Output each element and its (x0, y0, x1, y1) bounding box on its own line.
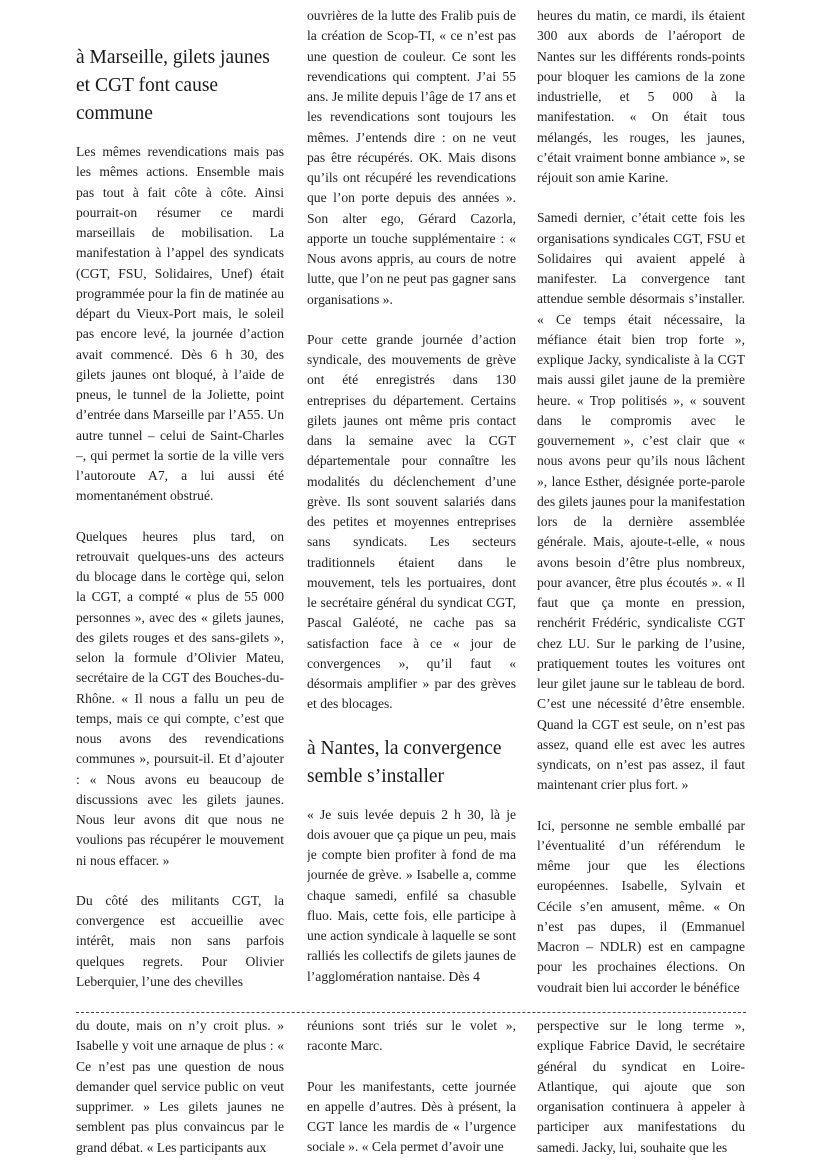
paragraph-marseille-2: Quelques heures plus tard, on retrouvait quelques-uns des acteurs du blocage dans le cortège qui, selon la CGT, a compté « plus de 55 000 personnes », avec des « gilets jaunes, des gilets rouges et des sans-gilets », selon la formule d’Olivier Mateu, secrétaire de la CGT des Bouches-du-Rhône. « Il nous a fallu un peu de temps, mais ce qui compte, c’est que nous avons des revendications communes », poursuit-il. Et d’ajouter : « Nous avons eu beaucoup de discussions avec les gilets jaunes. Nous leur avons dit que nous ne voulions pas récupérer le mouvement ni nous effacer. » (76, 528, 284, 868)
paragraph-nantes-1-cont: heures du matin, ce mardi, ils étaient 300 aux abords de l’aéroport de Nantes sur les différents ronds-points pour bloquer les camions de la zone industrielle, et 5 000 à la manifestation. « On était tous mélangés, les rouges, les jaunes, c’était vraiment bonne ambiance », se réjouit son amie Karine. (537, 8, 745, 185)
paragraph-nantes-4: Pour les manifestants, cette journée en appelle d’autres. Dès à présent, la CGT lance les mardis de « l’urgence sociale ». « Cela permet d’avoir une (307, 1078, 516, 1155)
headline-nantes: à Nantes, la convergence semble s’installer (307, 737, 502, 787)
bottom-column-2 (307, 1016, 516, 1166)
paragraph-marseille-3: Du côté des militants CGT, la convergence est accueillie avec intérêt, mais non sans parfois quelques regrets. Pour Olivier Leberquier, l’une des chevilles (76, 892, 284, 989)
paragraph-nantes-2: Samedi dernier, c’était cette fois les organisations syndicales CGT, FSU et Solidaires qui avaient appelé à manifester. La convergence tant attendue semble désormais s’installer. « Ce temps était nécessaire, la méfiance était bien trop forte », explique Jacky, syndicaliste à la CGT mais aussi gilet jaune de la première heure. « Trop politisés », « souvent dans le compromis avec le gouvernement », c’est clair que « nous avons peur qu’ils nous lâchent », lance Esther, désignée porte-parole des gilets jaunes pour la manifestation lors de la dernière assemblée générale. Mais, ajoute-t-elle, « nous avons besoin d’être plus nombreux, pour avancer, être plus écoutés ». « Il faut que ça monte en pression, renchérit Frédéric, syndicaliste CGT chez LU. Sur le parking de l’usine, pratiquement toutes les voitures ont leur gilet jaune sur le tableau de bord. C’est une nécessité d’être ensemble. Quand la CGT est seule, on n’est pas assez, quand elle est avec les autres syndicats, on n’est pas assez, il faut maintenant crier plus fort. » (537, 210, 745, 793)
paragraph-marseille-1: Les mêmes revendications mais pas les mêmes actions. Ensemble mais pas tout à fait côte à côte. Ainsi pourrait-on résumer ce mardi marseillais de mobilisation. La manifestation à l’appel des syndicats (CGT, FSU, Solidaires, Unef) était programmée pour la fin de matinée au départ du Vieux-Port mais, le soleil pas encore levé, la journée d’action avait commencé. Dès 6 h 30, des gilets jaunes ont bloqué, à l’aide de pneus, le tunnel de la Joliette, point d’entrée dans Marseille par l’A55. Un autre tunnel – celui de Saint-Charles –, qui permet la sortie de la ville vers l’autoroute A7, a lui aussi été momentanément obstrué. (76, 144, 284, 504)
paragraph-marseille-4: Pour cette grande journée d’action syndicale, des mouvements de grève ont été enregistrés dans 130 entreprises du département. Certains gilets jaunes ont même pris contact dans la semaine avec la CGT départementale pour connaître les modalités du déclenchement d’une grève. Ils sont souvent salariés dans des petites et moyennes entreprises sans syndicats. Les secteurs traditionnels étaient dans le mouvement, tels les portuaires, dont le secrétaire général du syndicat CGT, Pascal Galéoté, ne cache pas sa satisfaction face à ce « jour de convergences », qu’il faut « désormais amplifier » par des grèves et des blocages. (307, 331, 516, 712)
column-1 (76, 44, 284, 999)
paragraph-nantes-1: « Je suis levée depuis 2 h 30, là je dois avouer que ça pique un peu, mais je compte bien profiter à fond de ma journée de grève. » Isabelle a, comme chaque samedi, enfilé sa chasuble fluo. Mais, cette fois, elle participe à une action syndicale à laquelle se sont ralliés les collectifs de gilets jaunes de l’agglomération nantaise. Dès 4 (307, 806, 516, 984)
paragraph-marseille-3-cont: ouvrières de la lutte des Fralib puis de la création de Scop-TI, « ce n’est pas une question de couleur. Ce sont les revendications qui comptent. J’ai 55 ans. Je milite depuis l’âge de 17 ans et les revendications sont toujours les mêmes. J’entends dire : on ne veut pas être récupérés. OK. Mais disons qu’ils ont récupéré les revendications que l’on porte depuis des années ». Son alter ego, Gérard Cazorla, apporte un touche supplémentaire : « Nous avons appris, au cours de notre lutte, que l’on ne peut pas gagner sans organisations ». (307, 8, 516, 307)
bottom-column-1 (76, 1016, 284, 1166)
paragraph-nantes-3-cont: du doute, mais on n’y croit plus. » Isabelle y voit une arnaque de plus : « Ce n’est pas une question de nous demander quel service public on veut supprimer. » Les gilets jaunes ne semblent pas plus convaincus par le grand débat. « Les participants aux (76, 1018, 284, 1155)
column-2 (307, 6, 516, 999)
paragraph-nantes-3: Ici, personne ne semble emballé par l’éventualité d’un référendum le même jour que les élections européennes. Isabelle, Sylvain et Cécile s’en amusent, même. « On n’est pas dupes, il (Emmanuel Macron – NDLR) est en campagne pour les prochaines élections. On voudrait bien lui accorder le bénéfice (537, 817, 745, 995)
section-divider (76, 1012, 746, 1013)
paragraph-nantes-4-cont: perspective sur le long terme », explique Fabrice David, le secrétaire général du syndicat en Loire-Atlantique, qui ajoute que son organisation continuera à appeler à participer aux manifestations du samedi. Jacky, lui, souhaite que les (537, 1018, 745, 1155)
paragraph-nantes-3-cont: réunions sont triés sur le volet », raconte Marc. (307, 1018, 516, 1054)
headline-marseille: à Marseille, gilets jaunes et CGT font cause commune (76, 47, 270, 124)
column-3 (537, 6, 745, 999)
bottom-column-3 (537, 1016, 745, 1166)
